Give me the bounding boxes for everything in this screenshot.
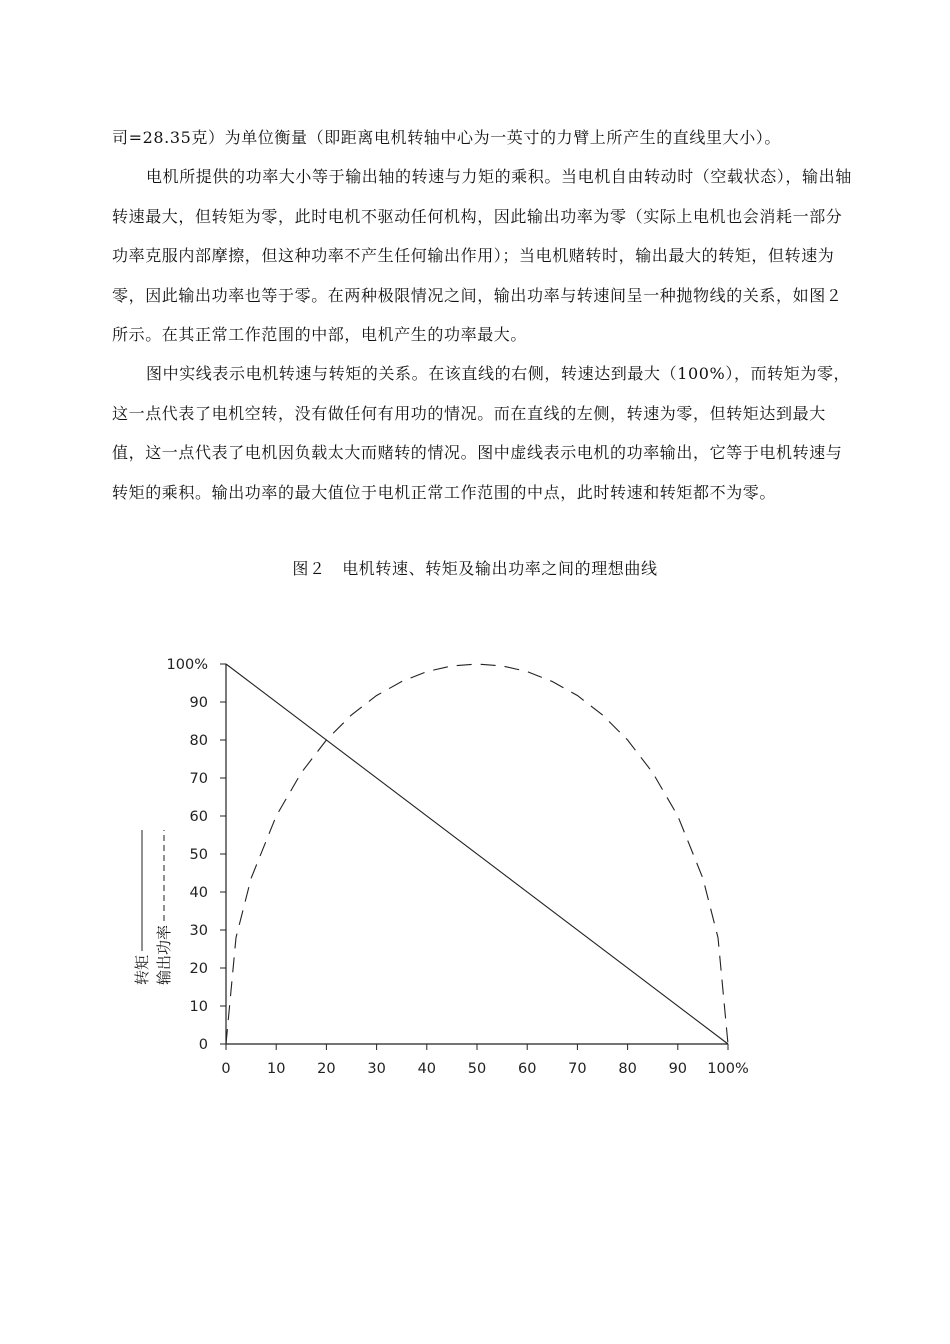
paragraph-2: 电机所提供的功率大小等于输出轴的转速与力矩的乘积。当电机自由转动时（空载状态），输出轴转速最大，但转矩为零，此时电机不驱动任何机构，因此输出功率为零（实际上电机也会消耗一部分功率克服内部摩擦，但这种功率不产生任何输出作用）；当电机赌转时，输出最大的转矩，但转速为零，因此输出功率也等于零。在两种极限情况之间，输出功率与转速间呈一种抛物线的关系，如图２所示。在其正常工作范围的中部，电机产生的功率最大。 — [112, 167, 852, 344]
x-tick-label: 100% — [707, 1061, 749, 1077]
paragraph-1: 司=28.35克）为单位衡量（即距离电机转轴中心为一英寸的力臂上所产生的直线里大小）。 — [112, 128, 782, 147]
x-tick-label: 60 — [517, 1061, 537, 1077]
chart-series — [226, 664, 728, 1044]
x-tick-label: 0 — [221, 1061, 231, 1077]
y-tick-label: 0 — [198, 1037, 208, 1053]
y-tick-label: 60 — [189, 809, 208, 825]
x-tick-label: 80 — [618, 1061, 637, 1077]
y-tick-label: 80 — [189, 733, 208, 749]
legend-item-power — [155, 830, 173, 985]
chart-legend — [133, 830, 173, 985]
chart-ticks — [167, 657, 749, 1077]
y-tick-label: 90 — [189, 695, 208, 711]
legend-label: 输出功率 — [155, 924, 173, 985]
x-tick-label: 30 — [367, 1061, 386, 1077]
y-tick-label: 30 — [189, 923, 208, 939]
legend-label: 转矩 — [133, 954, 151, 985]
y-tick-label: 40 — [189, 885, 208, 901]
x-tick-label: 90 — [668, 1061, 688, 1077]
y-tick-label: 70 — [189, 771, 208, 787]
y-tick-label: 100% — [166, 657, 208, 673]
x-tick-label: 20 — [317, 1061, 336, 1077]
y-tick-label: 50 — [189, 847, 208, 863]
x-tick-label: 50 — [467, 1061, 487, 1077]
x-tick-label: 40 — [417, 1061, 437, 1077]
x-tick-label: 10 — [266, 1061, 286, 1077]
torque-line — [226, 664, 728, 1044]
x-tick-label: 70 — [568, 1061, 587, 1077]
y-tick-label: 20 — [189, 961, 208, 977]
figure-caption: 图２ 电机转速、转矩及输出功率之间的理想曲线 — [292, 559, 658, 578]
y-tick-label: 10 — [189, 999, 208, 1015]
legend-item-torque — [133, 830, 151, 985]
paragraph-3: 图中实线表示电机转速与转矩的关系。在该直线的右侧，转速达到最大（100%），而转矩为零，这一点代表了电机空转，没有做任何有用功的情况。而在直线的左侧，转速为零，但转矩达到最大值，这一点代表了电机因负载太大而赌转的情况。图中虚线表示电机的功率输出，它等于电机转速与转矩的乘积。输出功率的最大值位于电机正常工作范围的中点，此时转速和转矩都不为零。 — [112, 364, 851, 502]
